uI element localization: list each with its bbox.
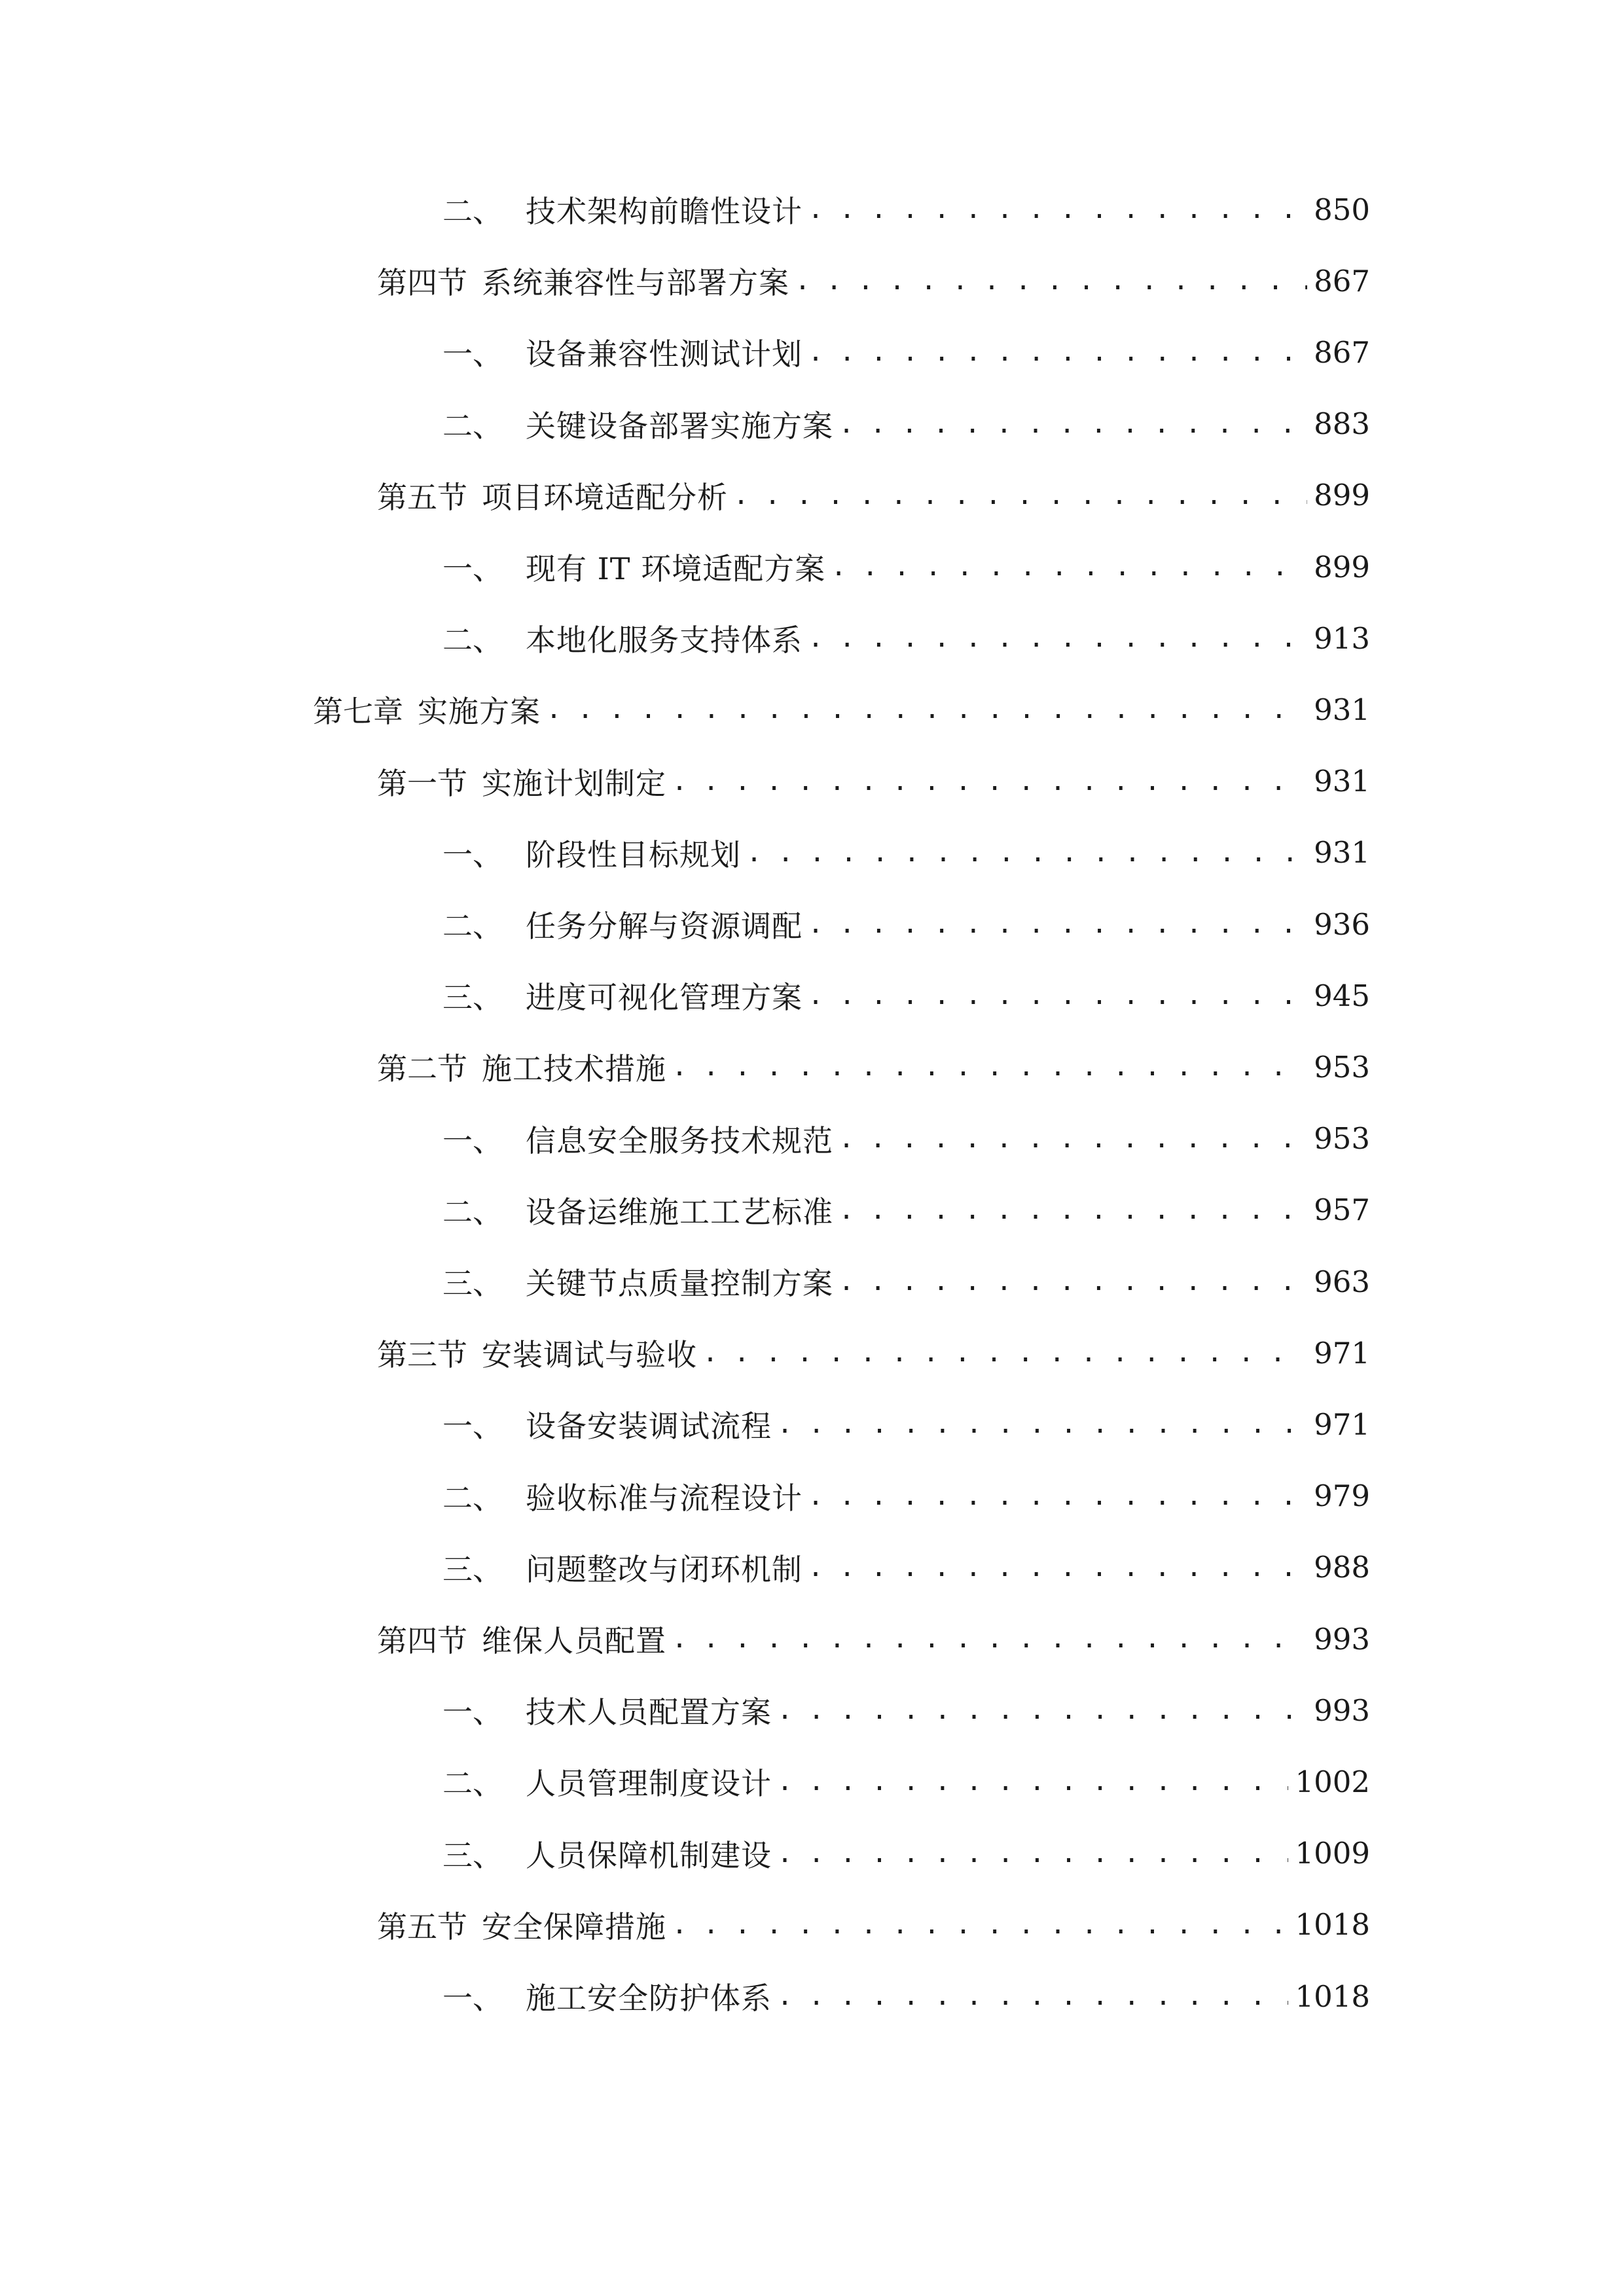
toc-entry[interactable] <box>442 898 1370 950</box>
toc-dot-leader <box>795 266 1307 296</box>
toc-entry-title: 设备运维施工工艺标准 <box>526 1194 833 1230</box>
toc-entry-title: 人员保障机制建设 <box>526 1837 772 1873</box>
toc-entry[interactable] <box>313 683 1370 736</box>
toc-entry-number: 第七章 <box>313 694 403 730</box>
toc-entry-number: 三、 <box>442 980 503 1016</box>
toc-entry-title: 现有 IT 环境适配方案 <box>526 551 826 586</box>
toc-entry[interactable] <box>442 1755 1370 1808</box>
toc-entry-page-number: 1002 <box>1295 1764 1370 1799</box>
toc-entry-title: 项目环境适配分析 <box>482 479 728 515</box>
toc-entry-page-number: 931 <box>1314 835 1370 870</box>
toc-dot-leader <box>808 1481 1307 1511</box>
toc-entry[interactable] <box>442 1827 1370 1880</box>
toc-entry[interactable] <box>442 1184 1370 1236</box>
toc-entry-number: 二、 <box>442 908 503 944</box>
toc-entry-number: 第四节 <box>377 1623 467 1659</box>
toc-entry[interactable] <box>377 1041 1370 1093</box>
toc-dot-leader <box>777 1767 1288 1797</box>
toc-entry[interactable] <box>442 827 1370 879</box>
toc-entry-number: 二、 <box>442 1480 503 1516</box>
toc-entry[interactable] <box>377 1613 1370 1665</box>
toc-entry-number: 二、 <box>442 408 503 444</box>
toc-entry-number: 一、 <box>442 336 503 372</box>
toc-dot-leader <box>831 552 1307 582</box>
toc-entry-number: 一、 <box>442 551 503 586</box>
toc-entry-number: 一、 <box>442 1695 503 1731</box>
toc-dot-leader <box>808 1552 1307 1583</box>
toc-entry[interactable] <box>377 755 1370 808</box>
toc-dot-leader <box>672 1624 1307 1654</box>
toc-entry-title: 设备安装调试流程 <box>526 1408 772 1444</box>
toc-entry-page-number: 945 <box>1314 978 1370 1013</box>
toc-entry-number: 一、 <box>442 1122 503 1158</box>
toc-entry-title: 实施方案 <box>418 694 541 730</box>
toc-dot-leader <box>777 1981 1288 2011</box>
toc-entry-page-number: 867 <box>1314 334 1370 370</box>
toc-entry-number: 第二节 <box>377 1051 467 1087</box>
toc-entry[interactable] <box>442 541 1370 593</box>
toc-entry[interactable] <box>442 183 1370 236</box>
toc-entry-page-number: 971 <box>1314 1335 1370 1371</box>
toc-entry-number: 二、 <box>442 194 503 229</box>
toc-entry-title: 关键节点质量控制方案 <box>526 1266 833 1301</box>
toc-dot-leader <box>839 1266 1307 1297</box>
toc-entry-title: 关键设备部署实施方案 <box>526 408 833 444</box>
toc-dot-leader <box>746 838 1307 868</box>
toc-entry-title: 施工安全防护体系 <box>526 1981 772 2016</box>
toc-entry-title: 任务分解与资源调配 <box>526 908 803 944</box>
toc-dot-leader <box>672 1052 1307 1082</box>
toc-entry-title: 设备兼容性测试计划 <box>526 336 803 372</box>
toc-entry-title: 信息安全服务技术规范 <box>526 1122 833 1158</box>
toc-entry-page-number: 931 <box>1314 764 1370 799</box>
toc-entry-title: 技术架构前瞻性设计 <box>526 194 803 229</box>
toc-dot-leader <box>839 1195 1307 1225</box>
toc-entry-page-number: 993 <box>1314 1621 1370 1657</box>
toc-entry[interactable] <box>377 255 1370 307</box>
toc-dot-leader <box>839 409 1307 439</box>
toc-entry-title: 系统兼容性与部署方案 <box>482 265 789 301</box>
toc-entry-title: 问题整改与闭环机制 <box>526 1551 803 1587</box>
toc-entry-number: 第三节 <box>377 1337 467 1373</box>
toc-dot-leader <box>808 194 1307 224</box>
toc-entry-page-number: 936 <box>1314 906 1370 942</box>
toc-entry-page-number: 899 <box>1314 478 1370 513</box>
toc-entry-page-number: 953 <box>1314 1049 1370 1085</box>
toc-entry-number: 三、 <box>442 1837 503 1873</box>
toc-entry-title: 维保人员配置 <box>482 1623 666 1659</box>
toc-dot-leader <box>777 1409 1307 1439</box>
toc-entry-page-number: 993 <box>1314 1693 1370 1728</box>
toc-dot-leader <box>777 1695 1307 1725</box>
toc-entry-number: 二、 <box>442 1766 503 1802</box>
toc-entry[interactable] <box>442 1541 1370 1594</box>
toc-entry-page-number: 850 <box>1314 192 1370 227</box>
toc-entry-page-number: 979 <box>1314 1479 1370 1514</box>
toc-entry-title: 安全保障措施 <box>482 1909 666 1945</box>
toc-entry-title: 技术人员配置方案 <box>526 1695 772 1731</box>
toc-entry-title: 实施计划制定 <box>482 765 666 801</box>
toc-entry-number: 第五节 <box>377 1909 467 1945</box>
toc-entry-number: 二、 <box>442 622 503 658</box>
toc-entry-page-number: 988 <box>1314 1550 1370 1585</box>
toc-entry-page-number: 913 <box>1314 620 1370 656</box>
toc-dot-leader <box>672 766 1307 797</box>
toc-dot-leader <box>702 1338 1307 1368</box>
toc-entry-title: 本地化服务支持体系 <box>526 622 803 658</box>
toc-entry-title: 进度可视化管理方案 <box>526 980 803 1016</box>
toc-entry-number: 一、 <box>442 836 503 872</box>
toc-dot-leader <box>808 980 1307 1011</box>
toc-entry-title: 施工技术措施 <box>482 1051 666 1087</box>
toc-entry-title: 人员管理制度设计 <box>526 1766 772 1802</box>
toc-dot-leader <box>733 480 1307 511</box>
toc-entry-page-number: 883 <box>1314 406 1370 442</box>
toc-entry[interactable] <box>377 1327 1370 1379</box>
toc-dot-leader <box>839 1124 1307 1154</box>
toc-entry[interactable] <box>442 398 1370 450</box>
toc-entry-number: 第五节 <box>377 479 467 515</box>
toc-entry-title: 安装调试与验收 <box>482 1337 697 1373</box>
toc-entry-page-number: 953 <box>1314 1121 1370 1157</box>
toc-dot-leader <box>808 909 1307 939</box>
toc-entry-number: 三、 <box>442 1551 503 1587</box>
toc-entry-page-number: 957 <box>1314 1193 1370 1228</box>
toc-entry[interactable] <box>442 326 1370 378</box>
toc-entry-number: 二、 <box>442 1194 503 1230</box>
toc-entry-page-number: 899 <box>1314 549 1370 584</box>
toc-entry[interactable] <box>442 1684 1370 1736</box>
toc-entry-number: 一、 <box>442 1408 503 1444</box>
toc-entry-page-number: 1018 <box>1295 1979 1370 2014</box>
toc-entry[interactable] <box>442 1255 1370 1308</box>
toc-entry-page-number: 971 <box>1314 1407 1370 1442</box>
toc-entry-page-number: 931 <box>1314 692 1370 727</box>
toc-dot-leader <box>546 694 1307 725</box>
toc-entry-number: 三、 <box>442 1266 503 1301</box>
toc-entry-title: 阶段性目标规划 <box>526 836 741 872</box>
toc-dot-leader <box>777 1839 1288 1869</box>
toc-entry[interactable] <box>442 1470 1370 1522</box>
toc-entry[interactable] <box>377 469 1370 522</box>
toc-entry-number: 第一节 <box>377 765 467 801</box>
toc-entry[interactable] <box>442 612 1370 664</box>
toc-entry-page-number: 867 <box>1314 263 1370 298</box>
toc-dot-leader <box>672 1910 1288 1940</box>
toc-entry-title: 验收标准与流程设计 <box>526 1480 803 1516</box>
toc-entry-page-number: 1018 <box>1295 1907 1370 1943</box>
toc-entry[interactable] <box>442 1113 1370 1165</box>
toc-entry-number: 一、 <box>442 1981 503 2016</box>
toc-entry[interactable] <box>442 1398 1370 1450</box>
toc-entry[interactable] <box>442 1970 1370 2022</box>
toc-entry-page-number: 1009 <box>1295 1836 1370 1871</box>
toc-dot-leader <box>808 337 1307 367</box>
toc-entry-page-number: 963 <box>1314 1264 1370 1299</box>
toc-entry[interactable] <box>377 1899 1370 1951</box>
toc-dot-leader <box>808 623 1307 653</box>
toc-entry-number: 第四节 <box>377 265 467 301</box>
toc-entry[interactable] <box>442 969 1370 1022</box>
